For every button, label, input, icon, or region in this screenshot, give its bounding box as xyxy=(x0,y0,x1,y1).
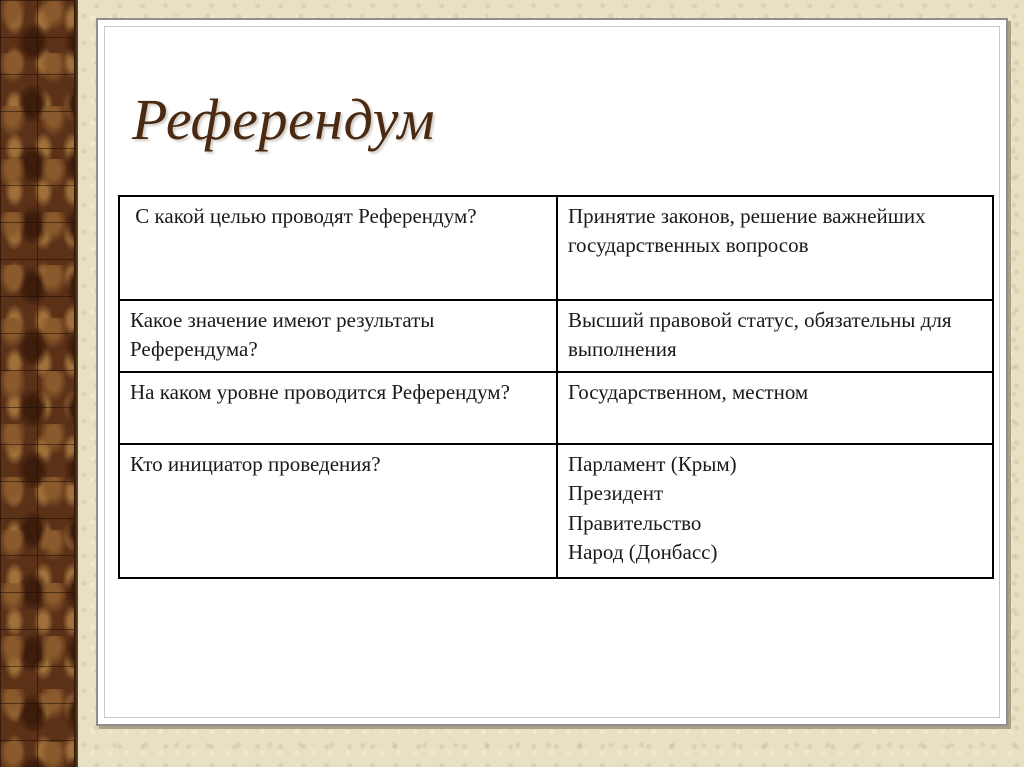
table-row xyxy=(119,300,993,372)
side-strip-edge xyxy=(74,0,78,767)
question-text: Кто инициатор проведения? xyxy=(130,452,381,476)
answer-cell xyxy=(557,372,993,444)
answer-text: Принятие законов, решение важнейших государственных вопросов xyxy=(567,204,926,258)
answer-line: Народ (Донбасс) xyxy=(567,540,718,565)
qa-table xyxy=(118,195,994,579)
answer-text: Государственном, местном xyxy=(567,380,809,404)
question-cell xyxy=(119,300,557,372)
answer-line: Правительство xyxy=(567,510,702,535)
question-text: С какой целью проводят Референдум? xyxy=(130,204,477,228)
answer-text: Высший правовой статус, обязательны для выполнения xyxy=(567,308,952,362)
answer-cell xyxy=(557,196,993,300)
slide-panel xyxy=(96,18,1008,726)
question-cell xyxy=(119,444,557,578)
question-text: На каком уровне проводится Референдум? xyxy=(130,380,510,404)
answer-cell xyxy=(557,444,993,578)
question-text: Какое значение имеют результаты Референдума? xyxy=(130,308,435,362)
table-row xyxy=(119,372,993,444)
answer-line: Президент xyxy=(567,481,664,506)
slide-title: Референдум xyxy=(132,87,435,152)
decorative-side-strip xyxy=(0,0,74,767)
question-cell xyxy=(119,196,557,300)
table-row xyxy=(119,196,993,300)
question-cell xyxy=(119,372,557,444)
table-row xyxy=(119,444,993,578)
answer-line: Парламент (Крым) xyxy=(567,452,737,476)
answer-cell xyxy=(557,300,993,372)
